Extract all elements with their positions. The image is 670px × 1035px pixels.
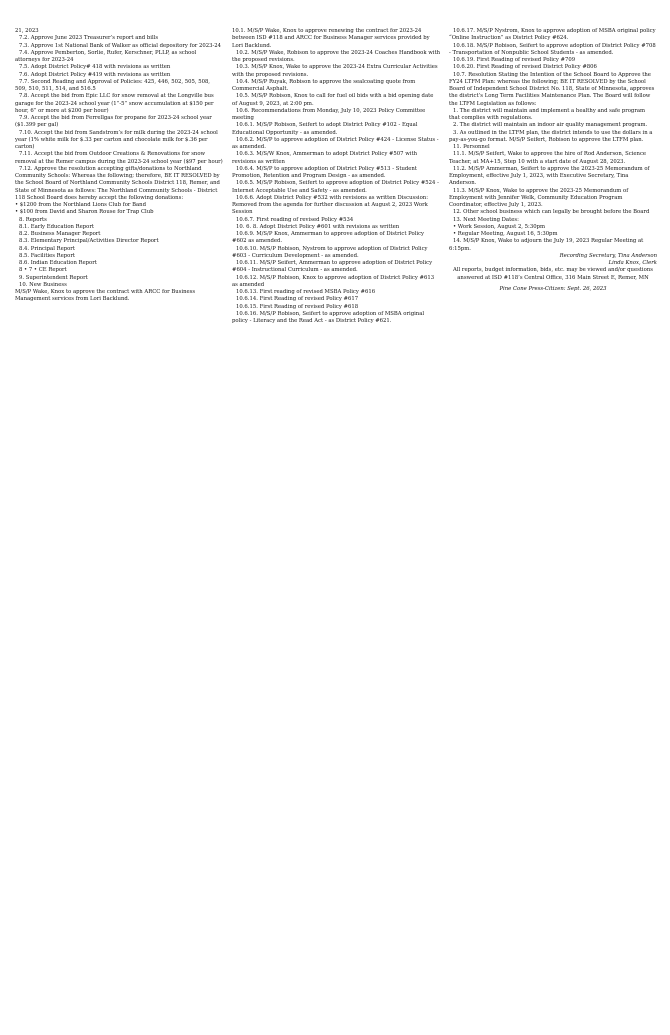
notice-paragraph: 10.6.14. First Reading of revised Policy #617 bbox=[236, 296, 359, 303]
notice-paragraph: 10.6.5. M/S/P Robison, Seifert to approve adoption of District Policy #524 - Internet Acceptable Use and Safety - as amended. bbox=[232, 180, 439, 194]
notice-paragraph: 10.6.9. M/S/P Knox, Ammerman to approve adoption of District Policy #602 as amended. bbox=[232, 231, 425, 245]
notice-paragraph: 8.1. Early Education Report bbox=[19, 223, 94, 230]
notice-paragraph: 11.2. M/S/P Ammerman, Seifert to approve the 2023-25 Memorandum of Employment, effective July 1, 2023, with Executive Secretary, Tina Anderson. bbox=[449, 165, 650, 187]
notice-paragraph: 21, 2023 bbox=[15, 28, 39, 34]
notice-paragraph: 7.7. Second Reading and Approval of Policies: 425, 446, 502, 505, 508, 509, 510, 511, 514, and 516.5 bbox=[15, 78, 210, 92]
notice-paragraph: 1. The district will maintain and implement a healthy and safe program that complies with regulations. bbox=[449, 107, 646, 121]
notice-paragraph: • Work Session, August 2, 5:30pm bbox=[453, 223, 545, 230]
column-3 bbox=[449, 28, 657, 293]
notice-paragraph: 7.12. Approve the resolution accepting gifts/donations to Northland Community Schools: Whereas the following; therefore, BE IT RESOLVED by the School Board of Northland Community Schools District 118, Remer, and State of Minnesota as follows: The Northland Community Schools - District 118 School Board does hereby accept the following donations: bbox=[15, 165, 220, 201]
notice-paragraph: 11.1. M/S/P Seifert, Wake to approve the hire of Rod Anderson, Science Teacher, at MA+15, Step 10 with a start date of August 28, 2023. bbox=[449, 151, 647, 165]
notice-paragraph: 10.6.12. M/S/P Robison, Knox to approve adoption of District Policy #613 as amended bbox=[232, 274, 435, 288]
notice-paragraph: 2. The district will maintain an indoor air quality management program. bbox=[453, 122, 648, 129]
notice-paragraph: 8.6. Indian Education Report bbox=[19, 260, 97, 266]
notice-paragraph: 10.6.16. M/S/P Robison, Seifert to approve adoption of MSBA original policy - Literacy and the Read Act - as District Policy #621. bbox=[232, 310, 425, 324]
notice-paragraph: Pine Cone Press-Citizen: Sept. 26, 2023 bbox=[499, 285, 607, 292]
notice-paragraph: 10.5. M/S/P Robison, Knox to call for fuel oil bids with a bid opening date of August 9, 2023, at 2:00 pm. bbox=[232, 93, 434, 107]
notice-paragraph: 9. Superintendent Report bbox=[19, 274, 88, 281]
notice-paragraph: • $1200 from the Northland Lions Club for Band bbox=[15, 202, 146, 208]
notice-paragraph: 10.6.19. First Reading of revised Policy #709 bbox=[453, 57, 576, 63]
notice-paragraph: 8. Reports bbox=[19, 216, 47, 223]
notice-paragraph: 10.6.2. M/S/P to approve adoption of District Policy #424 - License Status - as amended. bbox=[232, 136, 439, 150]
notice-paragraph: 7.3. Approve 1st National Bank of Walker as official depository for 2023-24 bbox=[19, 42, 221, 49]
notice-paragraph: 10.6.3. M/S/W Knox, Ammerman to adopt District Policy #507 with revisions as written bbox=[232, 151, 417, 165]
notice-paragraph: 7.6. Adopt District Policy #419 with revisions as written bbox=[19, 71, 171, 78]
notice-paragraph: 10.1. M/S/P Wake, Knox to approve renewing the contract for 2023-24 between ISD #118 and ARCC for Business Manager services provided by Lori Backlund. bbox=[232, 28, 430, 49]
notice-paragraph: M/S/P Wake, Knox to approve the contract with ARCC for Business Management services from Lori Backlund. bbox=[15, 289, 196, 303]
notice-paragraph: 10.6.17. M/S/P Nystrom, Knox to approve adoption of MSBA original policy “Online Instruction” as District Policy #624. bbox=[449, 28, 656, 42]
notice-paragraph: • $100 from David and Sharon Rouse for Trap Club bbox=[15, 209, 154, 216]
notice-paragraph: 11. Personnel bbox=[453, 144, 490, 150]
notice-paragraph: 12. Other school business which can legally be brought before the Board bbox=[453, 209, 650, 216]
notice-paragraph: 10.6.1. M/S/P Robison, Seifert to adopt District Policy #102 - Equal Educational Opportunity - as amended. bbox=[232, 122, 418, 136]
notice-paragraph: 8.2. Business Manager Report bbox=[19, 231, 101, 237]
column-2 bbox=[232, 28, 440, 325]
notice-paragraph: 8.5. Facilities Report bbox=[19, 252, 76, 259]
column-1 bbox=[15, 28, 223, 304]
notice-paragraph: 10.2. M/S/P Wake, Robison to approve the 2023-24 Coaches Handbook with the proposed revisions. bbox=[232, 49, 440, 63]
notice-paragraph: 10.6.18. M/S/P Robison, Seifert to approve adoption of District Policy #708 - Transportation of Nonpublic School Students - as amended. bbox=[449, 42, 656, 56]
notice-paragraph: 7.8. Accept the bid from Epic LLC for snow removal at the Longville bus garage for the 2023-24 school year (1”-5” snow accumulation at $150 per hour, 6” or more at $200 per hour) bbox=[15, 93, 214, 114]
notice-paragraph: 7.11. Accept the bid from Outdoor Creations & Renovations for snow removal at the Remer campus during the 2023-24 school year ($97 per hour) bbox=[15, 151, 223, 165]
notice-paragraph: 10.7. Resolution Stating the Intention of the School Board to Approve the FY24 LTFM Plan: whereas the following; BE IT RESOLVED by the School Board of Independent School District No. 118, State of Minnesota, approves the district’s Long Term Facilities Maintenance Plan. The Board will follow the LTFM Legislation as follows: bbox=[449, 71, 655, 107]
notice-paragraph: 10.6.10. M/S/P Robison, Nystrom to approve adoption of District Policy #603 - Curriculum Development - as amended. bbox=[232, 245, 428, 259]
notice-paragraph: • Regular Meeting, August 16, 5:30pm bbox=[453, 231, 558, 237]
notice-paragraph: Linda Knox, Clerk bbox=[608, 260, 657, 266]
notice-paragraph: 7.5. Adopt District Policy# 418 with revisions as written bbox=[19, 64, 171, 71]
notice-paragraph: Recording Secretary, Tina Anderson bbox=[559, 252, 657, 259]
notice-paragraph: 10.6.6. Adopt District Policy #532 with revisions as written Discussion: Removed from the agenda for further discussion at August 2, 2023 Work Session bbox=[232, 194, 428, 216]
notice-paragraph: 10.6.11. M/S/P Seifert, Ammerman to approve adoption of District Policy #604 - Instructional Curriculum - as amended. bbox=[232, 260, 433, 274]
notice-paragraph: 7.2. Approve June 2023 Treasurer’s report and bills bbox=[19, 35, 159, 42]
notice-paragraph: 14. M/S/P Knox, Wake to adjourn the July 19, 2023 Regular Meeting at 6:15pm. bbox=[449, 238, 644, 252]
notice-paragraph: 13. Next Meeting Dates: bbox=[453, 216, 519, 223]
notice-paragraph: 8.4. Principal Report bbox=[19, 245, 75, 252]
notice-paragraph: 10.6. Recommendations from Monday, July 10, 2023 Policy Committee meeting bbox=[232, 107, 426, 121]
notice-paragraph: 10.6.15. First Reading of revised Policy #618 bbox=[236, 303, 359, 310]
notice-paragraph: 3. As outlined in the LTFM plan, the district intends to use the dollars in a pay-as-you-go format. M/S/P Seifert, Robison to approve the LTFM plan. bbox=[449, 129, 653, 143]
notice-paragraph: 10.3. M/S/P Knox, Wake to approve the 2023-24 Extra Curricular Activities with the proposed revisions. bbox=[232, 64, 438, 78]
notice-paragraph: 10.4. M/S/P Ruyak, Robison to approve the sealcoating quote from Commercial Asphalt. bbox=[232, 78, 416, 92]
notice-paragraph: 11.3. M/S/P Knox, Wake to approve the 2023-25 Memorandum of Employment with Jennifer Welk, Community Education Program Coordinator, effective July 1, 2023. bbox=[449, 187, 629, 208]
notice-paragraph: 10.6.20. First Reading of revised District Policy #806 bbox=[453, 64, 597, 71]
notice-paragraph: 7.4. Approve Pemberton, Sorlie, Rufer, Kerschner, PLLP, as school attorneys for 2023-24 bbox=[15, 49, 197, 63]
notice-paragraph: 10.6.13. First reading of revised MSBA Policy #616 bbox=[236, 289, 376, 295]
notice-paragraph: 10. New Business bbox=[19, 281, 67, 288]
notice-paragraph: 10. 6. 8. Adopt District Policy #601 with revisions as written bbox=[236, 223, 400, 230]
notice-paragraph: 8 • 7 • CE Report bbox=[19, 267, 67, 274]
notice-paragraph: 7.9. Accept the bid from Ferrellgas for propane for 2023-24 school year ($1.399 per gal) bbox=[15, 115, 212, 129]
notice-paragraph: 8.3. Elementary Principal/Activities Director Report bbox=[19, 238, 159, 245]
notice-paragraph: All reports, budget information, bids, etc. may be viewed and/or questions answered at ISD #118’s Central Office, 316 Main Street E, Remer, MN bbox=[453, 267, 653, 281]
notice-paragraph: 10.6.7. First reading of revised Policy #534 bbox=[236, 216, 354, 223]
notice-paragraph: 10.6.4. M/S/P to approve adoption of District Policy #513 - Student Promotion, Retention and Program Design - as amended. bbox=[232, 165, 417, 179]
notice-paragraph: 7.10. Accept the bid from Sandstrom’s for milk during the 2023-24 school year (1% white milk for $.33 per carton and chocolate milk for $.36 per carton) bbox=[15, 129, 218, 150]
